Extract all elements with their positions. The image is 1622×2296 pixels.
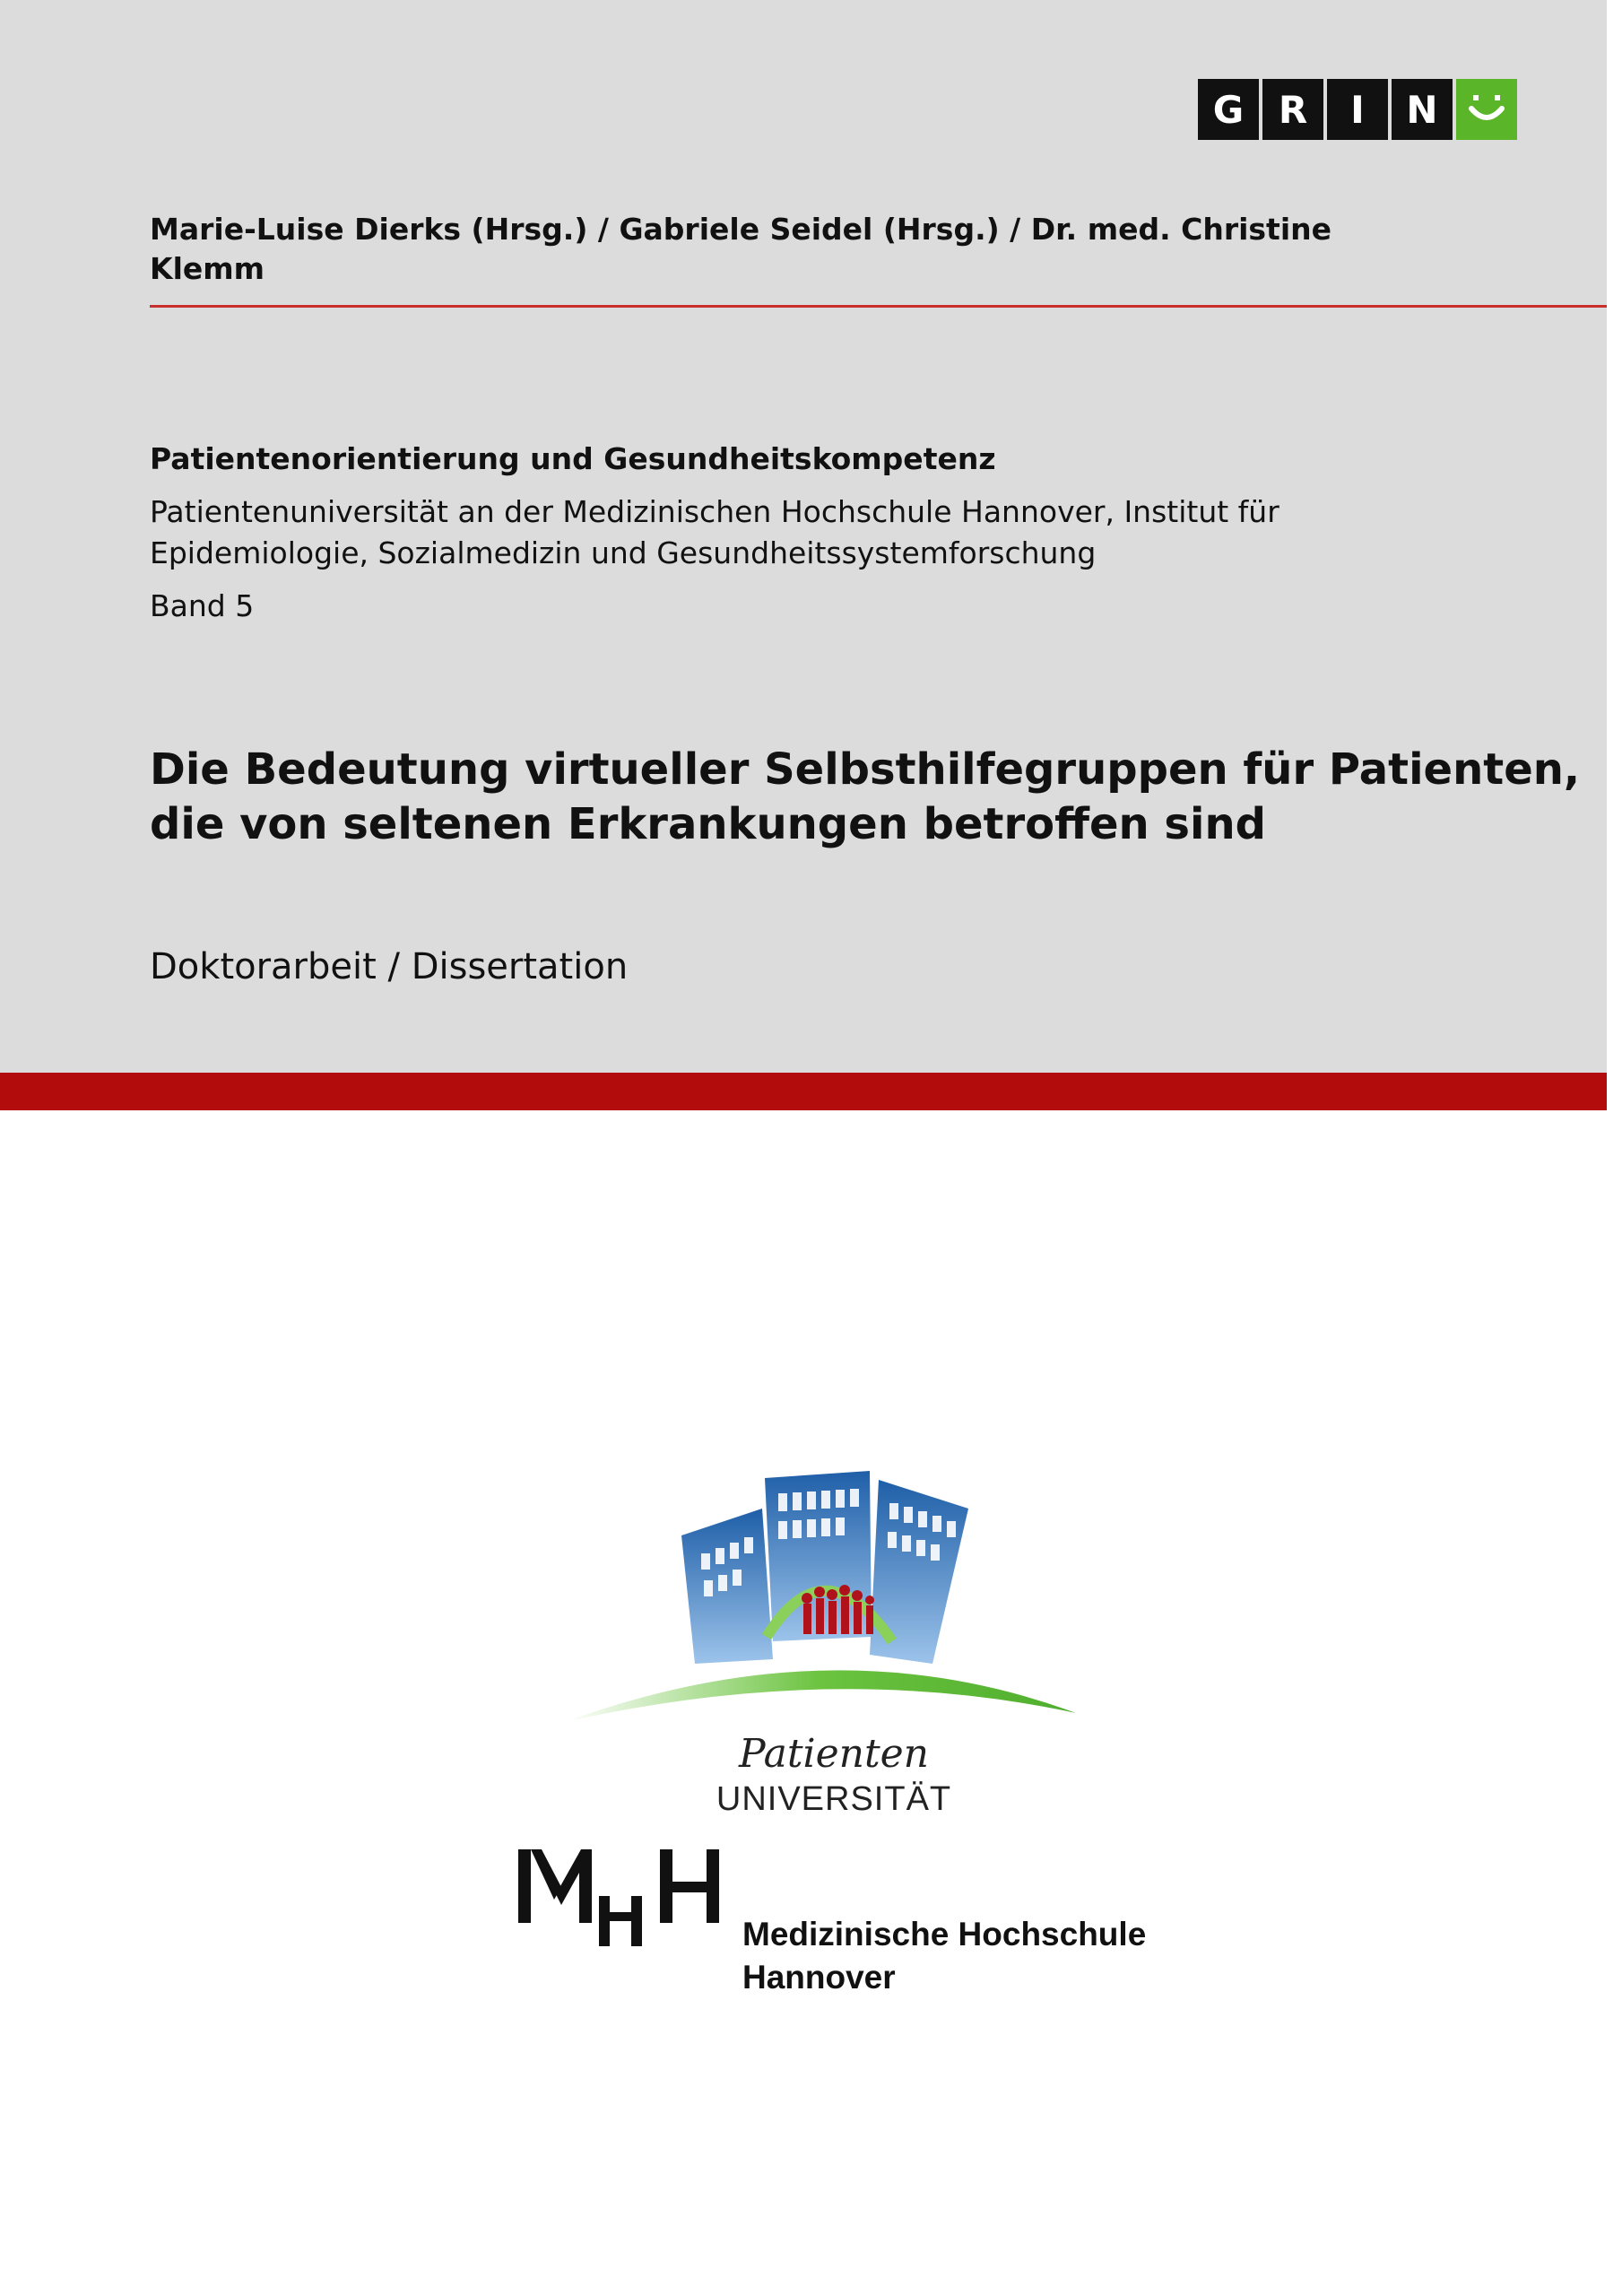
cover-red-band: [0, 1073, 1607, 1110]
grin-letter-i: I: [1327, 79, 1388, 140]
series-title: Patientenorientierung und Gesundheitskompetenz: [150, 441, 996, 476]
grin-letter-r: R: [1262, 79, 1323, 140]
mhh-text-line2: Hannover: [742, 1959, 896, 1996]
series-volume: Band 5: [150, 588, 255, 623]
patienten-logo-text: Patienten: [738, 1731, 930, 1777]
divider: [150, 305, 1607, 308]
book-title: Die Bedeutung virtueller Selbsthilfegruppen für Patienten, die von seltenen Erkrankungen betroffen sind: [150, 744, 1581, 849]
authors: Marie-Luise Dierks (Hrsg.) / Gabriele Seidel (Hrsg.) / Dr. med. Christine Klemm: [150, 212, 1332, 286]
universitaet-logo-text: UNIVERSITÄT: [716, 1780, 952, 1818]
grin-letter-g: G: [1198, 79, 1259, 140]
document-type: Doktorarbeit / Dissertation: [150, 946, 629, 987]
grin-logo: [1198, 79, 1517, 140]
smile-icon: [1456, 79, 1517, 140]
series-subtitle: Patientenuniversität an der Medizinischen Hochschule Hannover, Institut für Epidemiologie, Sozialmedizin und Gesundheitssystemforschung: [150, 494, 1279, 570]
mhh-logo-text: [742, 1913, 1146, 1999]
mhh-logo-mark: [518, 1840, 724, 1948]
grin-letter-n: N: [1392, 79, 1453, 140]
mhh-text-line1: Medizinische Hochschule: [742, 1916, 1147, 1952]
patienten-universitaet-logo: [538, 1453, 1130, 1830]
